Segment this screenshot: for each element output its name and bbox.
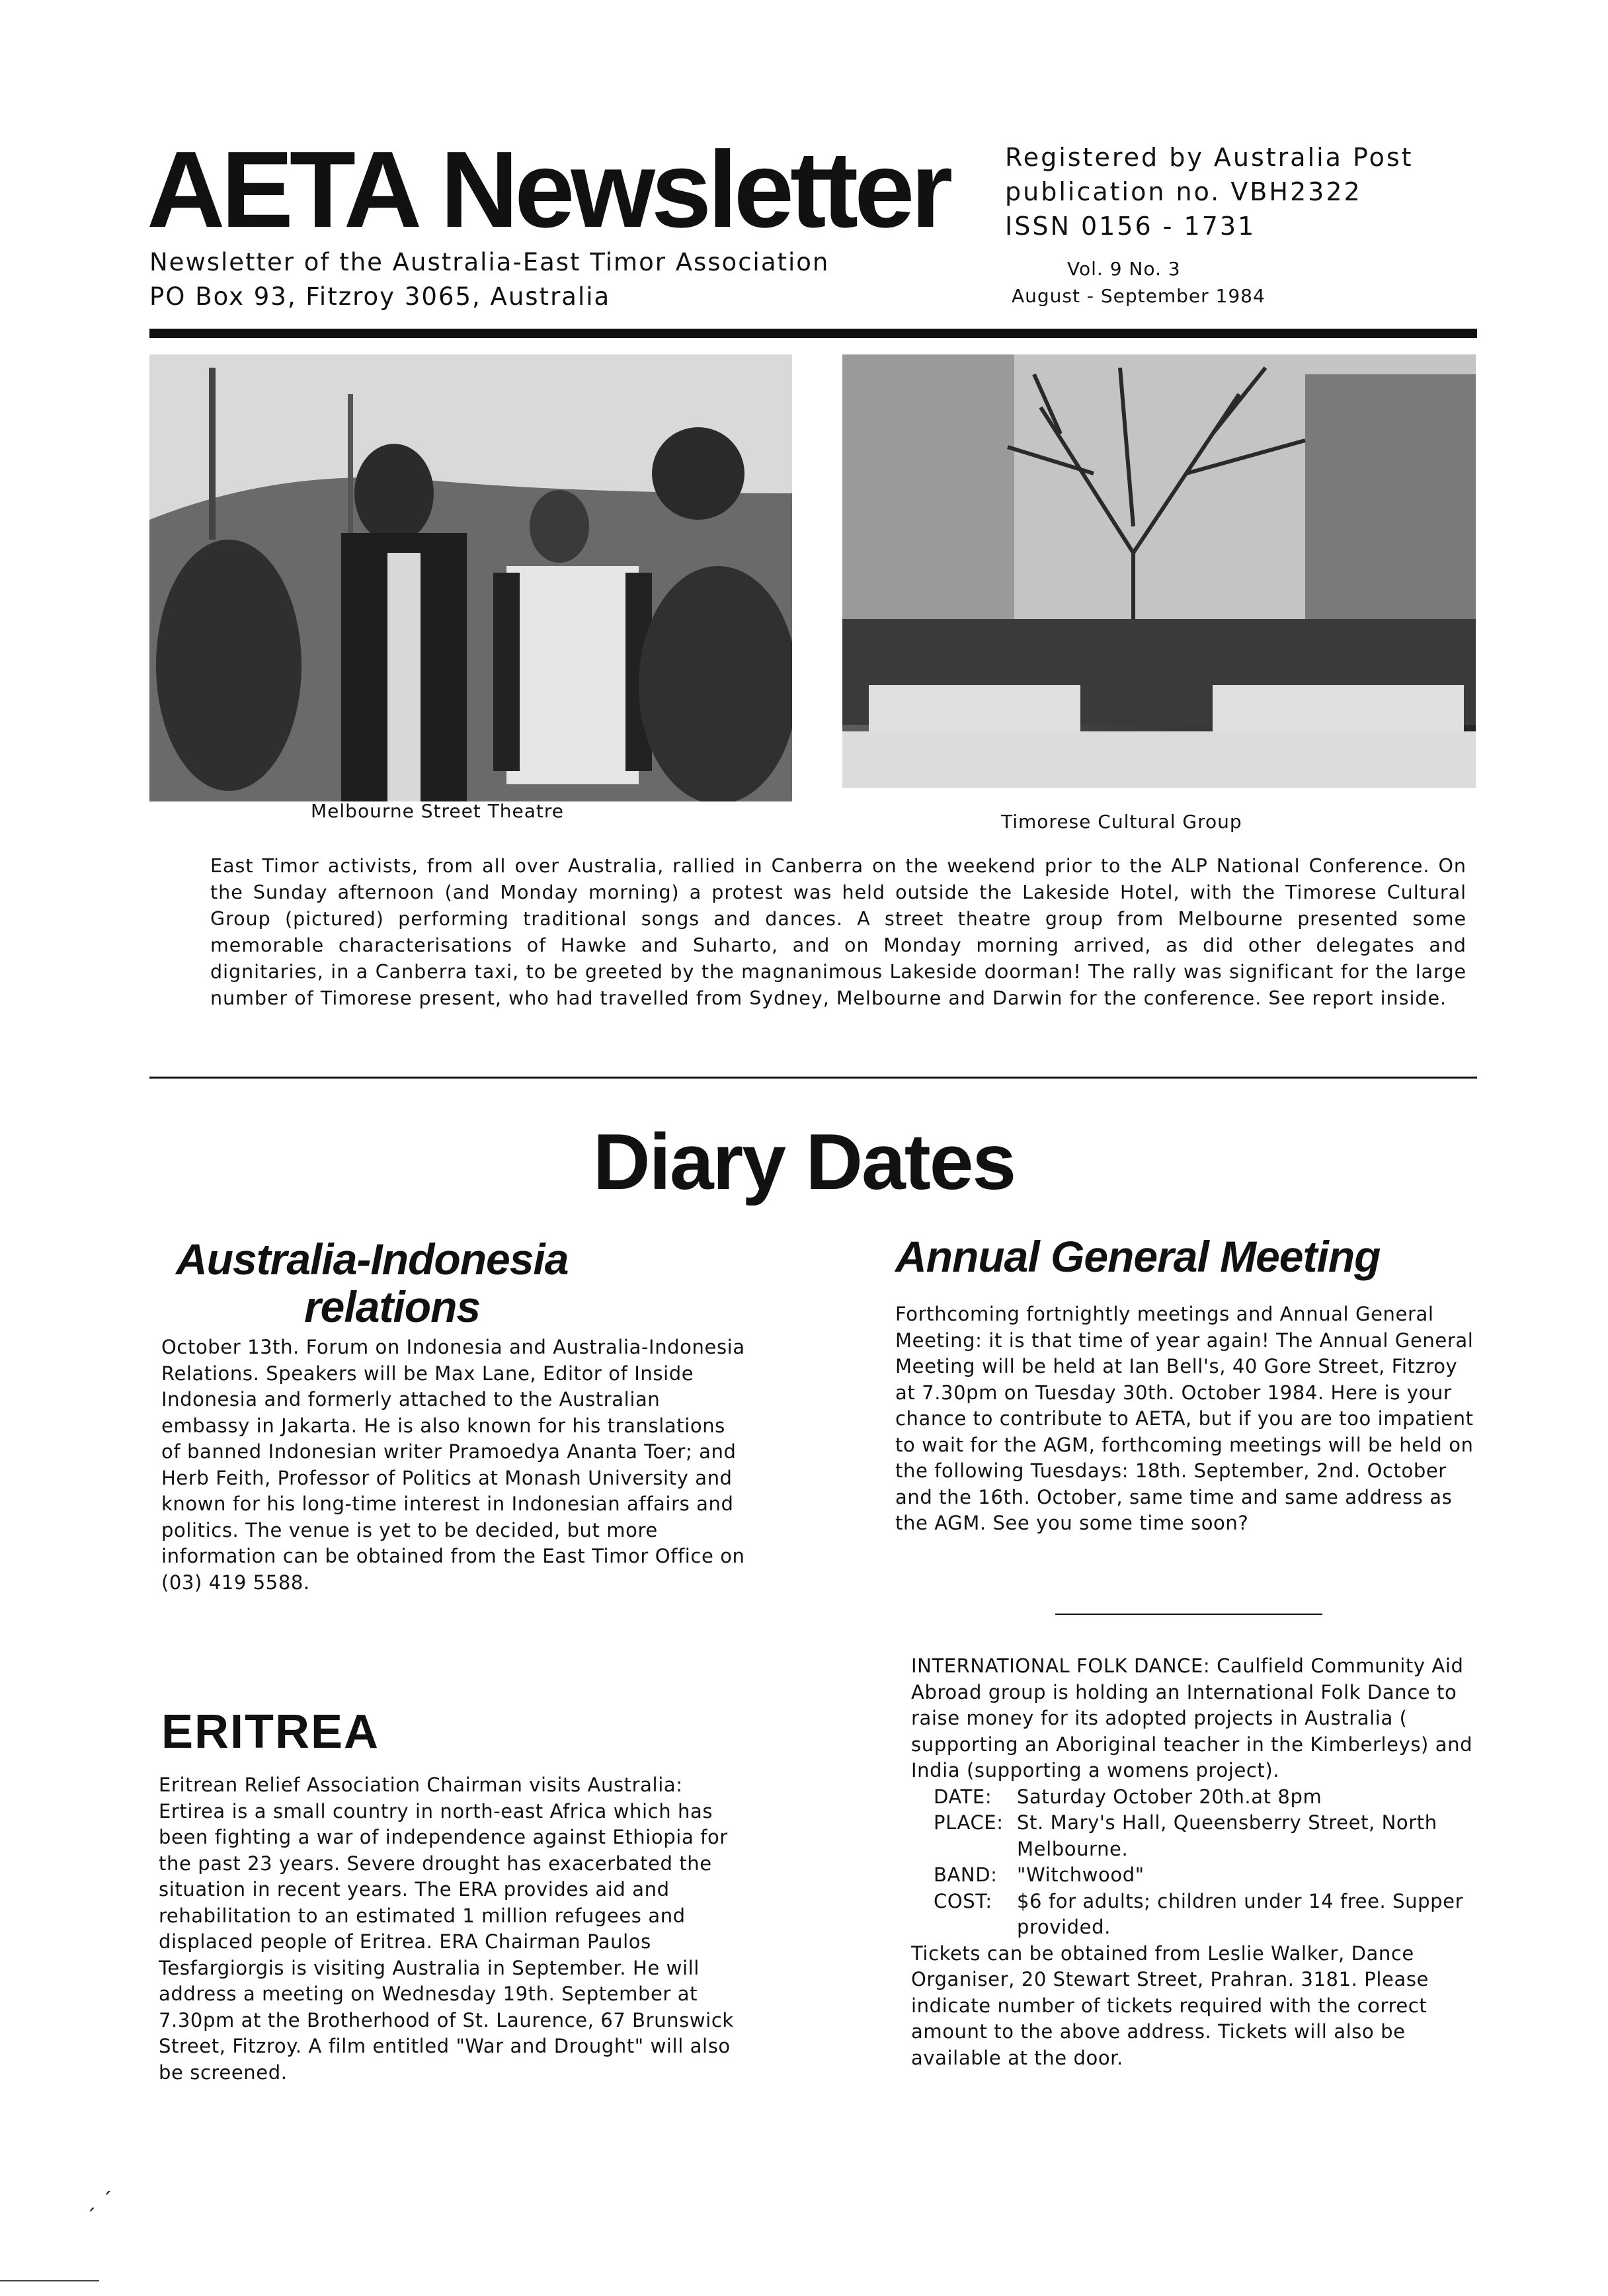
folk-dance-notice: [911, 1653, 1482, 2071]
event-band-row: [911, 1862, 1482, 1889]
eritrea-text: Eritrean Relief Association Chairman visits Australia: Ertirea is a small country in north-east Africa which has been fighting a war of independence against Ethiopia for the past 23 years. Severe drought has exacerbated the situation in recent years. The ERA provides aid and rehabilitation to an estimated 1 million refugees and displaced people of Eritrea. ERA Chairman Paulos Tesfargiorgis is visiting Australia in September. He will address a meeting on Wednesday 19th. September at 7.30pm at the Brotherhood of St. Laurence, 67 Brunswick Street, Fitzroy. A film entitled "War and Drought" will also be screened.: [159, 1774, 734, 2084]
registration-block: [1005, 140, 1414, 243]
event-cost-value: $6 for adults; children under 14 free. Supper provided.: [1017, 1889, 1464, 1938]
folk-dance-intro: INTERNATIONAL FOLK DANCE: Caulfield Community Aid Abroad group is holding an International Folk Dance to raise money for its adopted projects in Australia ( supporting an Aboriginal teacher in the Kimberleys) and India (supporting a womens project).: [911, 1655, 1473, 1782]
issue-date: August - September 1984: [1012, 285, 1266, 307]
margin-mark: ˏ ˊ: [86, 2189, 112, 2212]
event-date-label: DATE:: [934, 1785, 992, 1808]
publication-number: publication no. VBH2322: [1005, 177, 1362, 206]
indonesia-heading: [176, 1235, 568, 1331]
photo-caption-right: Timorese Cultural Group: [1001, 811, 1242, 833]
masthead-rule: [149, 329, 1477, 338]
event-place-value: St. Mary's Hall, Queensberry Street, North Melbourne.: [1017, 1811, 1437, 1860]
event-cost-row: [911, 1889, 1482, 1941]
issn: ISSN 0156 - 1731: [1005, 212, 1256, 241]
timorese-cultural-group-photo: [842, 354, 1476, 788]
event-place-label: PLACE:: [934, 1811, 1004, 1834]
melbourne-street-theatre-photo: [149, 354, 792, 801]
photo-caption-left: Melbourne Street Theatre: [311, 800, 565, 822]
event-place-row: [911, 1810, 1482, 1862]
newsletter-title: AETA Newsletter: [147, 129, 949, 250]
indonesia-heading-line1: Australia-Indonesia: [176, 1235, 569, 1284]
section-divider: [149, 1077, 1477, 1079]
event-band-value: "Witchwood": [1017, 1864, 1145, 1886]
event-date-value: Saturday October 20th.at 8pm: [1017, 1785, 1322, 1808]
agm-text: Forthcoming fortnightly meetings and Annual General Meeting: it is that time of year again! The Annual General Meeting will be held at Ian Bell's, 40 Gore Street, Fitzroy at 7.30pm on Tuesday 30th. October 1984. Here is your chance to contribute to AETA, but if you are too impatient to wait for the AGM, forthcoming meetings will be held on the following Tuesdays: 18th. September, 2nd. October and the 16th. October, same time and same address as the AGM. See you some time soon?: [895, 1303, 1474, 1534]
rally-report-paragraph: East Timor activists, from all over Australia, rallied in Canberra on the weekend prior to the ALP National Conference. On the Sunday afternoon (and Monday morning) a protest was held outside the Lakeside Hotel, with the Timorese Cultural Group (pictured) performing traditional songs and dances. A street theatre group from Melbourne presented some memorable characterisations of Hawke and Suharto, and on Monday morning arrived, as did other delegates and dignitaries, in a Canberra taxi, to be greeted by the magnanimous Lakeside doorman! The rally was significant for the large number of Timorese present, who had travelled from Sydney, Melbourne and Darwin for the conference. See report inside.: [210, 855, 1467, 1009]
diary-dates-heading: Diary Dates: [592, 1118, 1016, 1206]
postal-address: PO Box 93, Fitzroy 3065, Australia: [149, 282, 611, 311]
volume-number: Vol. 9 No. 3: [1067, 258, 1181, 280]
agm-heading: Annual General Meeting: [895, 1232, 1381, 1281]
short-divider: [1055, 1614, 1322, 1615]
ticket-info: Tickets can be obtained from Leslie Walker, Dance Organiser, 20 Stewart Street, Prahran. 3181. Please indicate number of tickets required with the correct amount to the above address. Tickets will also be available at the door.: [911, 1942, 1429, 2069]
registration-line: Registered by Australia Post: [1005, 143, 1414, 172]
scan-edge-mark: [0, 2280, 99, 2281]
indonesia-heading-line2: relations: [304, 1282, 481, 1331]
indonesia-forum-text: October 13th. Forum on Indonesia and Australia-Indonesia Relations. Speakers will be Max Lane, Editor of Inside Indonesia and formerly attached to the Australian embassy in Jakarta. He is also known for his translations of banned Indonesian writer Pramoedya Ananta Toer; and Herb Feith, Professor of Politics at Monash University and known for his long-time interest in Indonesian affairs and politics. The venue is yet to be decided, but more information can be obtained from the East Timor Office on (03) 419 5588.: [161, 1336, 745, 1594]
event-date-row: [911, 1784, 1482, 1811]
newsletter-subtitle: Newsletter of the Australia-East Timor Association: [149, 248, 830, 276]
event-cost-label: COST:: [934, 1889, 992, 1912]
event-band-label: BAND:: [934, 1864, 998, 1886]
eritrea-heading: ERITREA: [161, 1705, 380, 1758]
